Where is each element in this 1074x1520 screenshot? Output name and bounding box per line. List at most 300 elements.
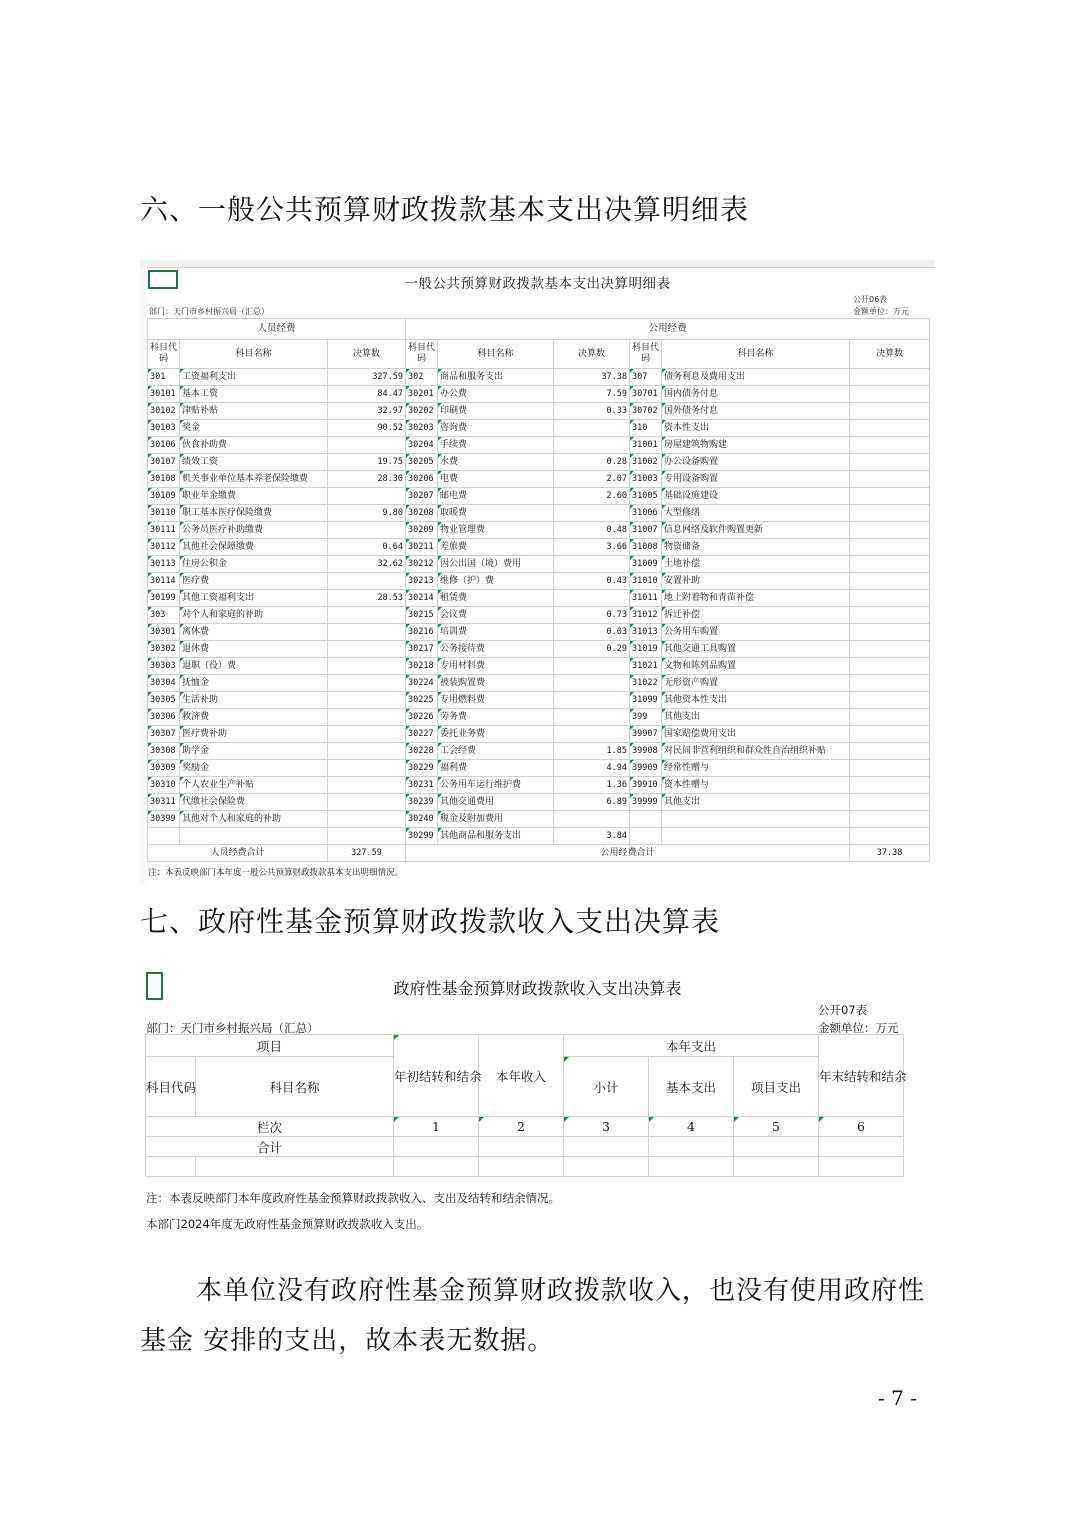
group-header-personnel: 人员经费 <box>148 319 406 340</box>
cell-name: 文物和陈列品购置 <box>662 658 850 675</box>
department-label: 部门：天门市乡村振兴局（汇总） <box>149 307 269 316</box>
column-header-name: 科目名称 <box>662 340 850 369</box>
cell-name: 救济费 <box>180 709 328 726</box>
cell-name: 基础设施建设 <box>662 488 850 505</box>
cell-name: 对民间非营利组织和群众性自治组织补贴 <box>662 743 850 760</box>
table-row <box>148 539 930 556</box>
cell-code <box>148 828 180 845</box>
cell-name: 职工基本医疗保险缴费 <box>180 505 328 522</box>
cell-name: 公务用车运行维护费 <box>438 777 554 794</box>
column-header-expense: 本年支出 <box>564 1035 819 1057</box>
cell-amount: 90.52 <box>328 420 406 437</box>
cell-name: 国内债务付息 <box>662 386 850 403</box>
cell-name: 商品和服务支出 <box>438 369 554 386</box>
cell-amount: 84.47 <box>328 386 406 403</box>
cell-name: 代缴社会保险费 <box>180 794 328 811</box>
table-row <box>148 743 930 760</box>
page-number: - 7 - <box>878 1386 917 1410</box>
cell-name: 会议费 <box>438 607 554 624</box>
cell-name: 经常性赠与 <box>662 760 850 777</box>
cell-amount: 2.60 <box>554 488 630 505</box>
cell-amount: 3.66 <box>554 539 630 556</box>
cell-code: 30101 <box>148 386 180 403</box>
cell-amount <box>850 726 930 743</box>
column-number-5: 5 <box>734 1117 819 1137</box>
cell-name: 其他商品和服务支出 <box>438 828 554 845</box>
cell-amount <box>850 743 930 760</box>
cell-code: 30204 <box>406 437 438 454</box>
cell-amount <box>850 488 930 505</box>
cell-name: 税金及附加费用 <box>438 811 554 828</box>
cell-code: 39908 <box>630 743 662 760</box>
cell-amount <box>554 692 630 709</box>
cell-amount <box>328 641 406 658</box>
cell-amount <box>554 726 630 743</box>
cell-name: 职业年金缴费 <box>180 488 328 505</box>
cell-name: 工会经费 <box>438 743 554 760</box>
form-number: 公开07表 <box>818 1003 868 1017</box>
cell-name: 抚恤金 <box>180 675 328 692</box>
cell-amount <box>850 777 930 794</box>
cell-name: 津贴补贴 <box>180 403 328 420</box>
table-row <box>148 658 930 675</box>
table-note-2: 本部门2024年度无政府性基金预算财政拨款收入支出。 <box>146 1217 429 1231</box>
cell-amount <box>328 624 406 641</box>
table-row <box>148 573 930 590</box>
amount-unit: 金额单位：万元 <box>853 307 909 316</box>
column-header-strip <box>140 260 935 268</box>
cell-name: 办公设备购置 <box>662 454 850 471</box>
cell-name: 对个人和家庭的补助 <box>180 607 328 624</box>
row-label-column-number: 栏次 <box>146 1117 394 1137</box>
column-number-3: 3 <box>564 1117 649 1137</box>
cell-code: 30701 <box>630 386 662 403</box>
cell-code: 30228 <box>406 743 438 760</box>
table-row <box>148 811 930 828</box>
sheet-title: 一般公共预算财政拨款基本支出决算明细表 <box>404 276 671 292</box>
cell-code: 30702 <box>630 403 662 420</box>
cell-name: 伙食补助费 <box>180 437 328 454</box>
cell-name: 基本工资 <box>180 386 328 403</box>
cell-code: 30202 <box>406 403 438 420</box>
column-header-code: 科目代码 <box>406 340 438 369</box>
cell-code: 39999 <box>630 794 662 811</box>
cell-code: 30309 <box>148 760 180 777</box>
cell-amount <box>850 811 930 828</box>
cell-amount <box>850 505 930 522</box>
cell-code: 31009 <box>630 556 662 573</box>
column-header-income: 本年收入 <box>479 1035 564 1117</box>
cell-amount <box>328 811 406 828</box>
cell-name: 信息网络及软件购置更新 <box>662 522 850 539</box>
cell-amount: 19.75 <box>328 454 406 471</box>
cell-amount <box>328 522 406 539</box>
cell-code: 30209 <box>406 522 438 539</box>
cell-code: 30201 <box>406 386 438 403</box>
cell-name: 其他交通费用 <box>438 794 554 811</box>
gov-fund-spreadsheet <box>140 968 935 1258</box>
cell-name: 住房公积金 <box>180 556 328 573</box>
cell-name: 维修（护）费 <box>438 573 554 590</box>
table-row <box>148 692 930 709</box>
cell-amount <box>850 386 930 403</box>
table-row <box>148 556 930 573</box>
cell-amount <box>850 522 930 539</box>
cell-code: 30225 <box>406 692 438 709</box>
table-row <box>148 675 930 692</box>
table-row <box>148 726 930 743</box>
cell-code: 30215 <box>406 607 438 624</box>
cell-code: 30305 <box>148 692 180 709</box>
column-header-end-balance: 年末结转和结余 <box>819 1035 904 1117</box>
column-header-code: 科目代码 <box>148 340 180 369</box>
cell-amount <box>328 692 406 709</box>
cell-name <box>180 828 328 845</box>
cell-code: 310 <box>630 420 662 437</box>
cell-name: 委托业务费 <box>438 726 554 743</box>
cell-amount <box>554 590 630 607</box>
column-number-6: 6 <box>819 1117 904 1137</box>
table-row <box>148 369 930 386</box>
column-header-name: 科目名称 <box>196 1057 394 1117</box>
cell-amount: 1.36 <box>554 777 630 794</box>
cell-name: 拆迁补偿 <box>662 607 850 624</box>
cell-amount <box>328 726 406 743</box>
cell-name: 公务用车购置 <box>662 624 850 641</box>
cell-amount: 327.59 <box>328 369 406 386</box>
cell-name: 医疗费补助 <box>180 726 328 743</box>
cell-code: 30307 <box>148 726 180 743</box>
cell-name: 债务利息及费用支出 <box>662 369 850 386</box>
cell-code: 30303 <box>148 658 180 675</box>
cell-amount <box>850 607 930 624</box>
cell-code: 31007 <box>630 522 662 539</box>
cell-name: 电费 <box>438 471 554 488</box>
column-header-code: 科目代码 <box>630 340 662 369</box>
table-row <box>148 590 930 607</box>
cell-code: 30240 <box>406 811 438 828</box>
cell-amount <box>850 709 930 726</box>
cell-name: 其他支出 <box>662 794 850 811</box>
cell-name: 其他支出 <box>662 709 850 726</box>
cell-code: 31010 <box>630 573 662 590</box>
cell-amount <box>850 437 930 454</box>
cell-amount <box>554 420 630 437</box>
cell-name: 物资储备 <box>662 539 850 556</box>
total-public-label: 公用经费合计 <box>406 845 850 862</box>
cell-name: 被装购置费 <box>438 675 554 692</box>
cell-name: 手续费 <box>438 437 554 454</box>
total-personnel-label: 人员经费合计 <box>148 845 328 862</box>
table-row <box>148 488 930 505</box>
cell-amount <box>850 641 930 658</box>
cell-code <box>630 811 662 828</box>
cell-amount <box>554 437 630 454</box>
cell-code: 31021 <box>630 658 662 675</box>
cell-amount: 32.97 <box>328 403 406 420</box>
cell-name: 个人农业生产补贴 <box>180 777 328 794</box>
cell-name: 房屋建筑物购建 <box>662 437 850 454</box>
cell-amount <box>850 454 930 471</box>
cell-amount: 6.89 <box>554 794 630 811</box>
cell-amount: 0.03 <box>554 624 630 641</box>
cell-code: 30106 <box>148 437 180 454</box>
cell-amount <box>554 556 630 573</box>
cell-code: 30113 <box>148 556 180 573</box>
cell-code: 30311 <box>148 794 180 811</box>
cell-code: 39909 <box>630 760 662 777</box>
column-header-begin-balance: 年初结转和结余 <box>394 1035 479 1117</box>
cell-name: 其他社会保障缴费 <box>180 539 328 556</box>
group-header-public: 公用经费 <box>406 319 930 340</box>
cell-amount: 0.73 <box>554 607 630 624</box>
cell-amount <box>850 658 930 675</box>
cell-code: 30216 <box>406 624 438 641</box>
cell-amount <box>850 692 930 709</box>
cell-amount <box>328 743 406 760</box>
cell-code: 30112 <box>148 539 180 556</box>
cell-amount <box>850 794 930 811</box>
cell-code: 30111 <box>148 522 180 539</box>
cell-code: 31013 <box>630 624 662 641</box>
cell-code: 39907 <box>630 726 662 743</box>
cell-code: 30207 <box>406 488 438 505</box>
cell-amount <box>328 658 406 675</box>
cell-code: 30308 <box>148 743 180 760</box>
cell-amount <box>328 437 406 454</box>
table-row <box>148 522 930 539</box>
cell-amount <box>554 709 630 726</box>
cell-code: 31011 <box>630 590 662 607</box>
cell-code: 303 <box>148 607 180 624</box>
cell-name: 大型修缮 <box>662 505 850 522</box>
cell-amount: 32.62 <box>328 556 406 573</box>
cell-code: 30302 <box>148 641 180 658</box>
column-header-amount: 决算数 <box>328 340 406 369</box>
cell-code: 30107 <box>148 454 180 471</box>
table-row <box>148 454 930 471</box>
cell-name: 公务员医疗补助缴费 <box>180 522 328 539</box>
cell-name: 奖励金 <box>180 760 328 777</box>
sheet-title: 政府性基金预算财政拨款收入支出决算表 <box>393 979 682 998</box>
cell-code: 30239 <box>406 794 438 811</box>
cell-code <box>630 828 662 845</box>
cell-name: 退休费 <box>180 641 328 658</box>
cell-code: 30217 <box>406 641 438 658</box>
cell-name: 国家赔偿费用支出 <box>662 726 850 743</box>
cell-name: 印刷费 <box>438 403 554 420</box>
cell-name: 专用设备购置 <box>662 471 850 488</box>
cell-code: 30224 <box>406 675 438 692</box>
cell-name <box>662 828 850 845</box>
cell-name: 其他交通工具购置 <box>662 641 850 658</box>
cell-code: 31002 <box>630 454 662 471</box>
cell-code: 31006 <box>630 505 662 522</box>
cell-code: 30301 <box>148 624 180 641</box>
amount-unit: 金额单位：万元 <box>818 1021 899 1035</box>
table-row <box>148 471 930 488</box>
cell-name: 其他对个人和家庭的补助 <box>180 811 328 828</box>
cell-amount <box>328 828 406 845</box>
cell-name: 其他资本性支出 <box>662 692 850 709</box>
cell-name: 专用燃料费 <box>438 692 554 709</box>
cell-code: 30110 <box>148 505 180 522</box>
table-row <box>148 437 930 454</box>
cell-amount <box>850 369 930 386</box>
cell-amount: 28.53 <box>328 590 406 607</box>
cell-code: 302 <box>406 369 438 386</box>
cell-name: 咨询费 <box>438 420 554 437</box>
cell-code: 30213 <box>406 573 438 590</box>
column-number-2: 2 <box>479 1117 564 1137</box>
cell-amount <box>554 811 630 828</box>
cell-amount <box>554 505 630 522</box>
cell-name: 公务接待费 <box>438 641 554 658</box>
cell-code: 31005 <box>630 488 662 505</box>
table-row <box>148 828 930 845</box>
table-row <box>148 386 930 403</box>
cell-name: 土地补偿 <box>662 556 850 573</box>
cell-amount <box>328 794 406 811</box>
table-row <box>148 760 930 777</box>
cell-amount: 1.85 <box>554 743 630 760</box>
column-header-code: 科目代码 <box>146 1057 196 1117</box>
column-header-basic: 基本支出 <box>649 1057 734 1117</box>
cell-code: 30211 <box>406 539 438 556</box>
table-row <box>148 794 930 811</box>
gov-fund-table <box>145 1034 935 1177</box>
cell-amount <box>850 828 930 845</box>
cell-name: 物业管理费 <box>438 522 554 539</box>
cell-name: 安置补助 <box>662 573 850 590</box>
row-number-strip <box>140 267 147 886</box>
body-paragraph: 本单位没有政府性基金预算财政拨款收入，也没有使用政府性基金 安排的支出，故本表无数据。 <box>140 1276 926 1356</box>
cell-name: 培训费 <box>438 624 554 641</box>
cell-code: 399 <box>630 709 662 726</box>
cell-amount <box>850 420 930 437</box>
cell-code: 30299 <box>406 828 438 845</box>
table-row <box>148 709 930 726</box>
cell-name: 国外债务付息 <box>662 403 850 420</box>
cell-amount: 0.43 <box>554 573 630 590</box>
cell-code: 30304 <box>148 675 180 692</box>
table-row <box>148 403 930 420</box>
cell-amount: 37.38 <box>554 369 630 386</box>
cell-name: 医疗费 <box>180 573 328 590</box>
cell-name: 专用材料费 <box>438 658 554 675</box>
department-label: 部门：天门市乡村振兴局（汇总） <box>146 1021 319 1035</box>
cell-name: 退职（役）费 <box>180 658 328 675</box>
cell-code: 30114 <box>148 573 180 590</box>
cell-name: 因公出国（境）费用 <box>438 556 554 573</box>
cell-name: 工资福利支出 <box>180 369 328 386</box>
cell-name: 生活补助 <box>180 692 328 709</box>
cell-amount <box>850 539 930 556</box>
cell-amount: 3.84 <box>554 828 630 845</box>
cell-name: 机关事业单位基本养老保险缴费 <box>180 471 328 488</box>
row-label-total: 合计 <box>146 1137 394 1157</box>
cell-name: 水费 <box>438 454 554 471</box>
cell-code: 30108 <box>148 471 180 488</box>
cell-amount <box>328 573 406 590</box>
cell-name: 地上附着物和青苗补偿 <box>662 590 850 607</box>
cell-amount <box>850 590 930 607</box>
cell-name: 助学金 <box>180 743 328 760</box>
section-6-heading: 六、一般公共预算财政拨款基本支出决算明细表 <box>140 193 750 226</box>
cell-name <box>662 811 850 828</box>
cell-code: 30229 <box>406 760 438 777</box>
cell-code: 30103 <box>148 420 180 437</box>
cell-amount <box>328 777 406 794</box>
cell-name: 离休费 <box>180 624 328 641</box>
cell-amount: 7.59 <box>554 386 630 403</box>
cell-code: 301 <box>148 369 180 386</box>
cell-code: 30205 <box>406 454 438 471</box>
column-number-1: 1 <box>394 1117 479 1137</box>
cell-amount <box>328 607 406 624</box>
cell-amount: 0.64 <box>328 539 406 556</box>
cell-amount <box>328 709 406 726</box>
cell-amount: 28.30 <box>328 471 406 488</box>
cell-code: 30208 <box>406 505 438 522</box>
column-header-amount: 决算数 <box>850 340 930 369</box>
cell-code: 30214 <box>406 590 438 607</box>
cell-code: 31008 <box>630 539 662 556</box>
budget-detail-table <box>147 318 930 862</box>
total-public-value: 37.38 <box>850 845 930 862</box>
cell-name: 租赁费 <box>438 590 554 607</box>
cell-name: 福利费 <box>438 760 554 777</box>
table-note: 注：本表反映部门本年度一般公共预算财政拨款基本支出明细情况。 <box>148 868 404 878</box>
cell-name: 劳务费 <box>438 709 554 726</box>
table-row <box>148 641 930 658</box>
cell-amount <box>328 675 406 692</box>
section-7-heading: 七、政府性基金预算财政拨款收入支出决算表 <box>140 905 721 938</box>
cell-amount <box>328 760 406 777</box>
table-row <box>148 777 930 794</box>
cell-code: 31099 <box>630 692 662 709</box>
cell-name: 奖金 <box>180 420 328 437</box>
column-header-name: 科目名称 <box>438 340 554 369</box>
cell-amount: 4.94 <box>554 760 630 777</box>
cell-amount: 0.28 <box>554 454 630 471</box>
cell-code: 31001 <box>630 437 662 454</box>
cell-name: 其他工资福利支出 <box>180 590 328 607</box>
cell-code: 30102 <box>148 403 180 420</box>
cell-code: 31003 <box>630 471 662 488</box>
cell-name: 资本性支出 <box>662 420 850 437</box>
column-header-item: 项目 <box>146 1035 394 1057</box>
cell-code: 30206 <box>406 471 438 488</box>
column-header-amount: 决算数 <box>554 340 630 369</box>
table-row <box>148 420 930 437</box>
cell-code: 30231 <box>406 777 438 794</box>
cell-amount: 2.07 <box>554 471 630 488</box>
column-number-4: 4 <box>649 1117 734 1137</box>
table-body <box>148 369 930 845</box>
table-row <box>148 505 930 522</box>
cell-name: 资本性赠与 <box>662 777 850 794</box>
total-personnel-value: 327.59 <box>328 845 406 862</box>
cell-amount <box>850 556 930 573</box>
cell-amount: 0.29 <box>554 641 630 658</box>
cell-code: 31012 <box>630 607 662 624</box>
column-header-subtotal: 小计 <box>564 1057 649 1117</box>
column-header-name: 科目名称 <box>180 340 328 369</box>
cell-code: 307 <box>630 369 662 386</box>
cell-amount <box>554 658 630 675</box>
cell-code: 30109 <box>148 488 180 505</box>
